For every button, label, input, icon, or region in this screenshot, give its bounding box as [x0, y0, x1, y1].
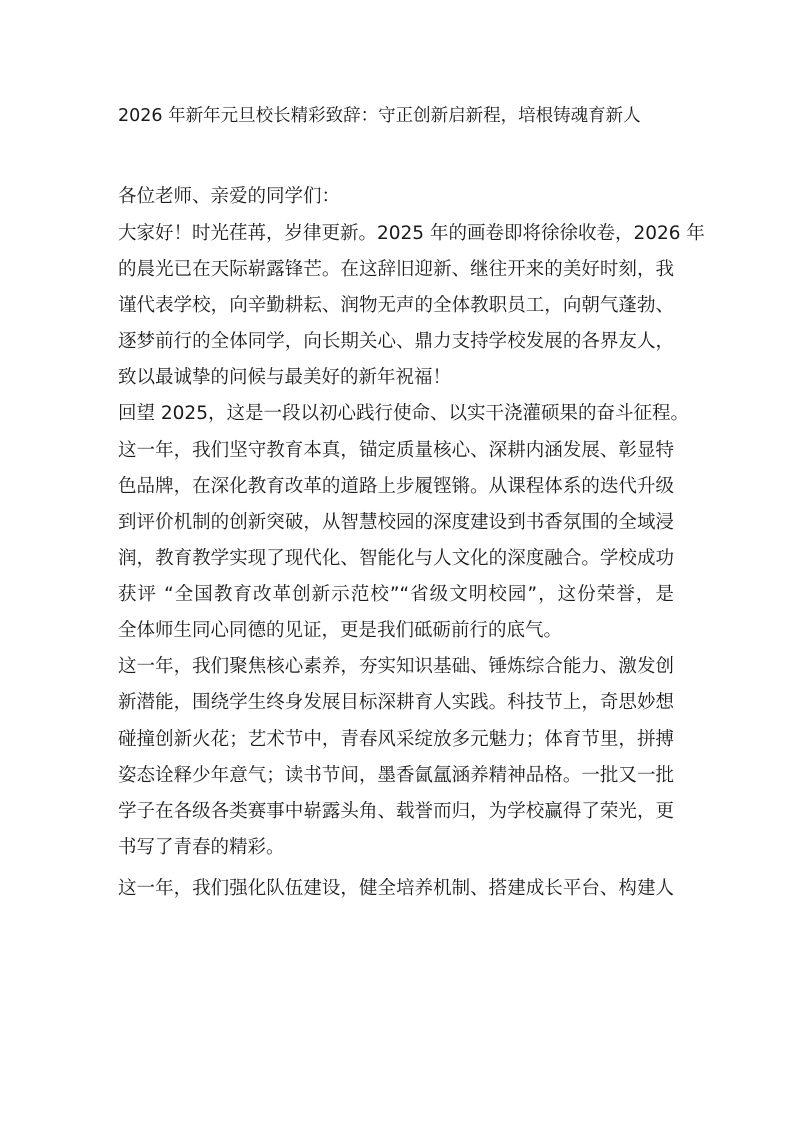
greeting-line: 各位老师、亲爱的同学们：: [118, 186, 341, 207]
paragraph-line: 谨代表学校，向辛勤耕耘、润物无声的全体教职员工，向朝气蓬勃、: [118, 295, 674, 316]
paragraph-line: 大家好！时光荏苒，岁律更新。2025 年的画卷即将徐徐收卷，2026 年: [118, 223, 705, 244]
paragraph-line: 色品牌，在深化教育改革的道路上步履铿锵。从课程体系的迭代升级: [118, 476, 674, 497]
paragraph-line: 学子在各级各类赛事中崭露头角、载誉而归，为学校赢得了荣光，更: [118, 801, 674, 822]
paragraph-line: 这一年，我们聚焦核心素养，夯实知识基础、锤炼综合能力、激发创: [118, 656, 674, 677]
paragraph-line: 新潜能，围绕学生终身发展目标深耕育人实践。科技节上，奇思妙想: [118, 692, 674, 713]
paragraph-line: 致以最诚挚的问候与最美好的新年祝福！: [118, 367, 452, 388]
paragraph-line: 到评价机制的创新突破，从智慧校园的深度建设到书香氛围的全域浸: [118, 512, 674, 533]
paragraph-line: 逐梦前行的全体同学，向长期关心、鼎力支持学校发展的各界友人，: [118, 331, 674, 352]
paragraph-line: 书写了青春的精彩。: [118, 837, 285, 858]
paragraph-line: 姿态诠释少年意气；读书节间，墨香氤氲涵养精神品格。一批又一批: [118, 765, 674, 786]
paragraph-line: 这一年，我们坚守教育本真，锚定质量核心、深耕内涵发展、彰显特: [118, 440, 674, 461]
paragraph-line: 的晨光已在天际崭露锋芒。在这辞旧迎新、继往开来的美好时刻，我: [118, 259, 674, 280]
paragraph-line: 碰撞创新火花；艺术节中，青春风采绽放多元魅力；体育节里，拼搏: [118, 729, 674, 750]
paragraph-line: 全体师生同心同德的见证，更是我们砥砺前行的底气。: [118, 620, 563, 641]
paragraph-line: 获评 “全国教育改革创新示范校”“省级文明校园”，这份荣誉，是: [118, 584, 674, 605]
document-title: 2026 年新年元旦校长精彩致辞：守正创新启新程，培根铸魂育新人: [118, 106, 641, 126]
paragraph-line: 润，教育教学实现了现代化、智能化与人文化的深度融合。学校成功: [118, 548, 674, 569]
paragraph-line: 回望 2025，这是一段以初心践行使命、以实干浇灌硕果的奋斗征程。: [118, 403, 689, 424]
paragraph-line: 这一年，我们强化队伍建设，健全培养机制、搭建成长平台、构建人: [118, 878, 674, 899]
